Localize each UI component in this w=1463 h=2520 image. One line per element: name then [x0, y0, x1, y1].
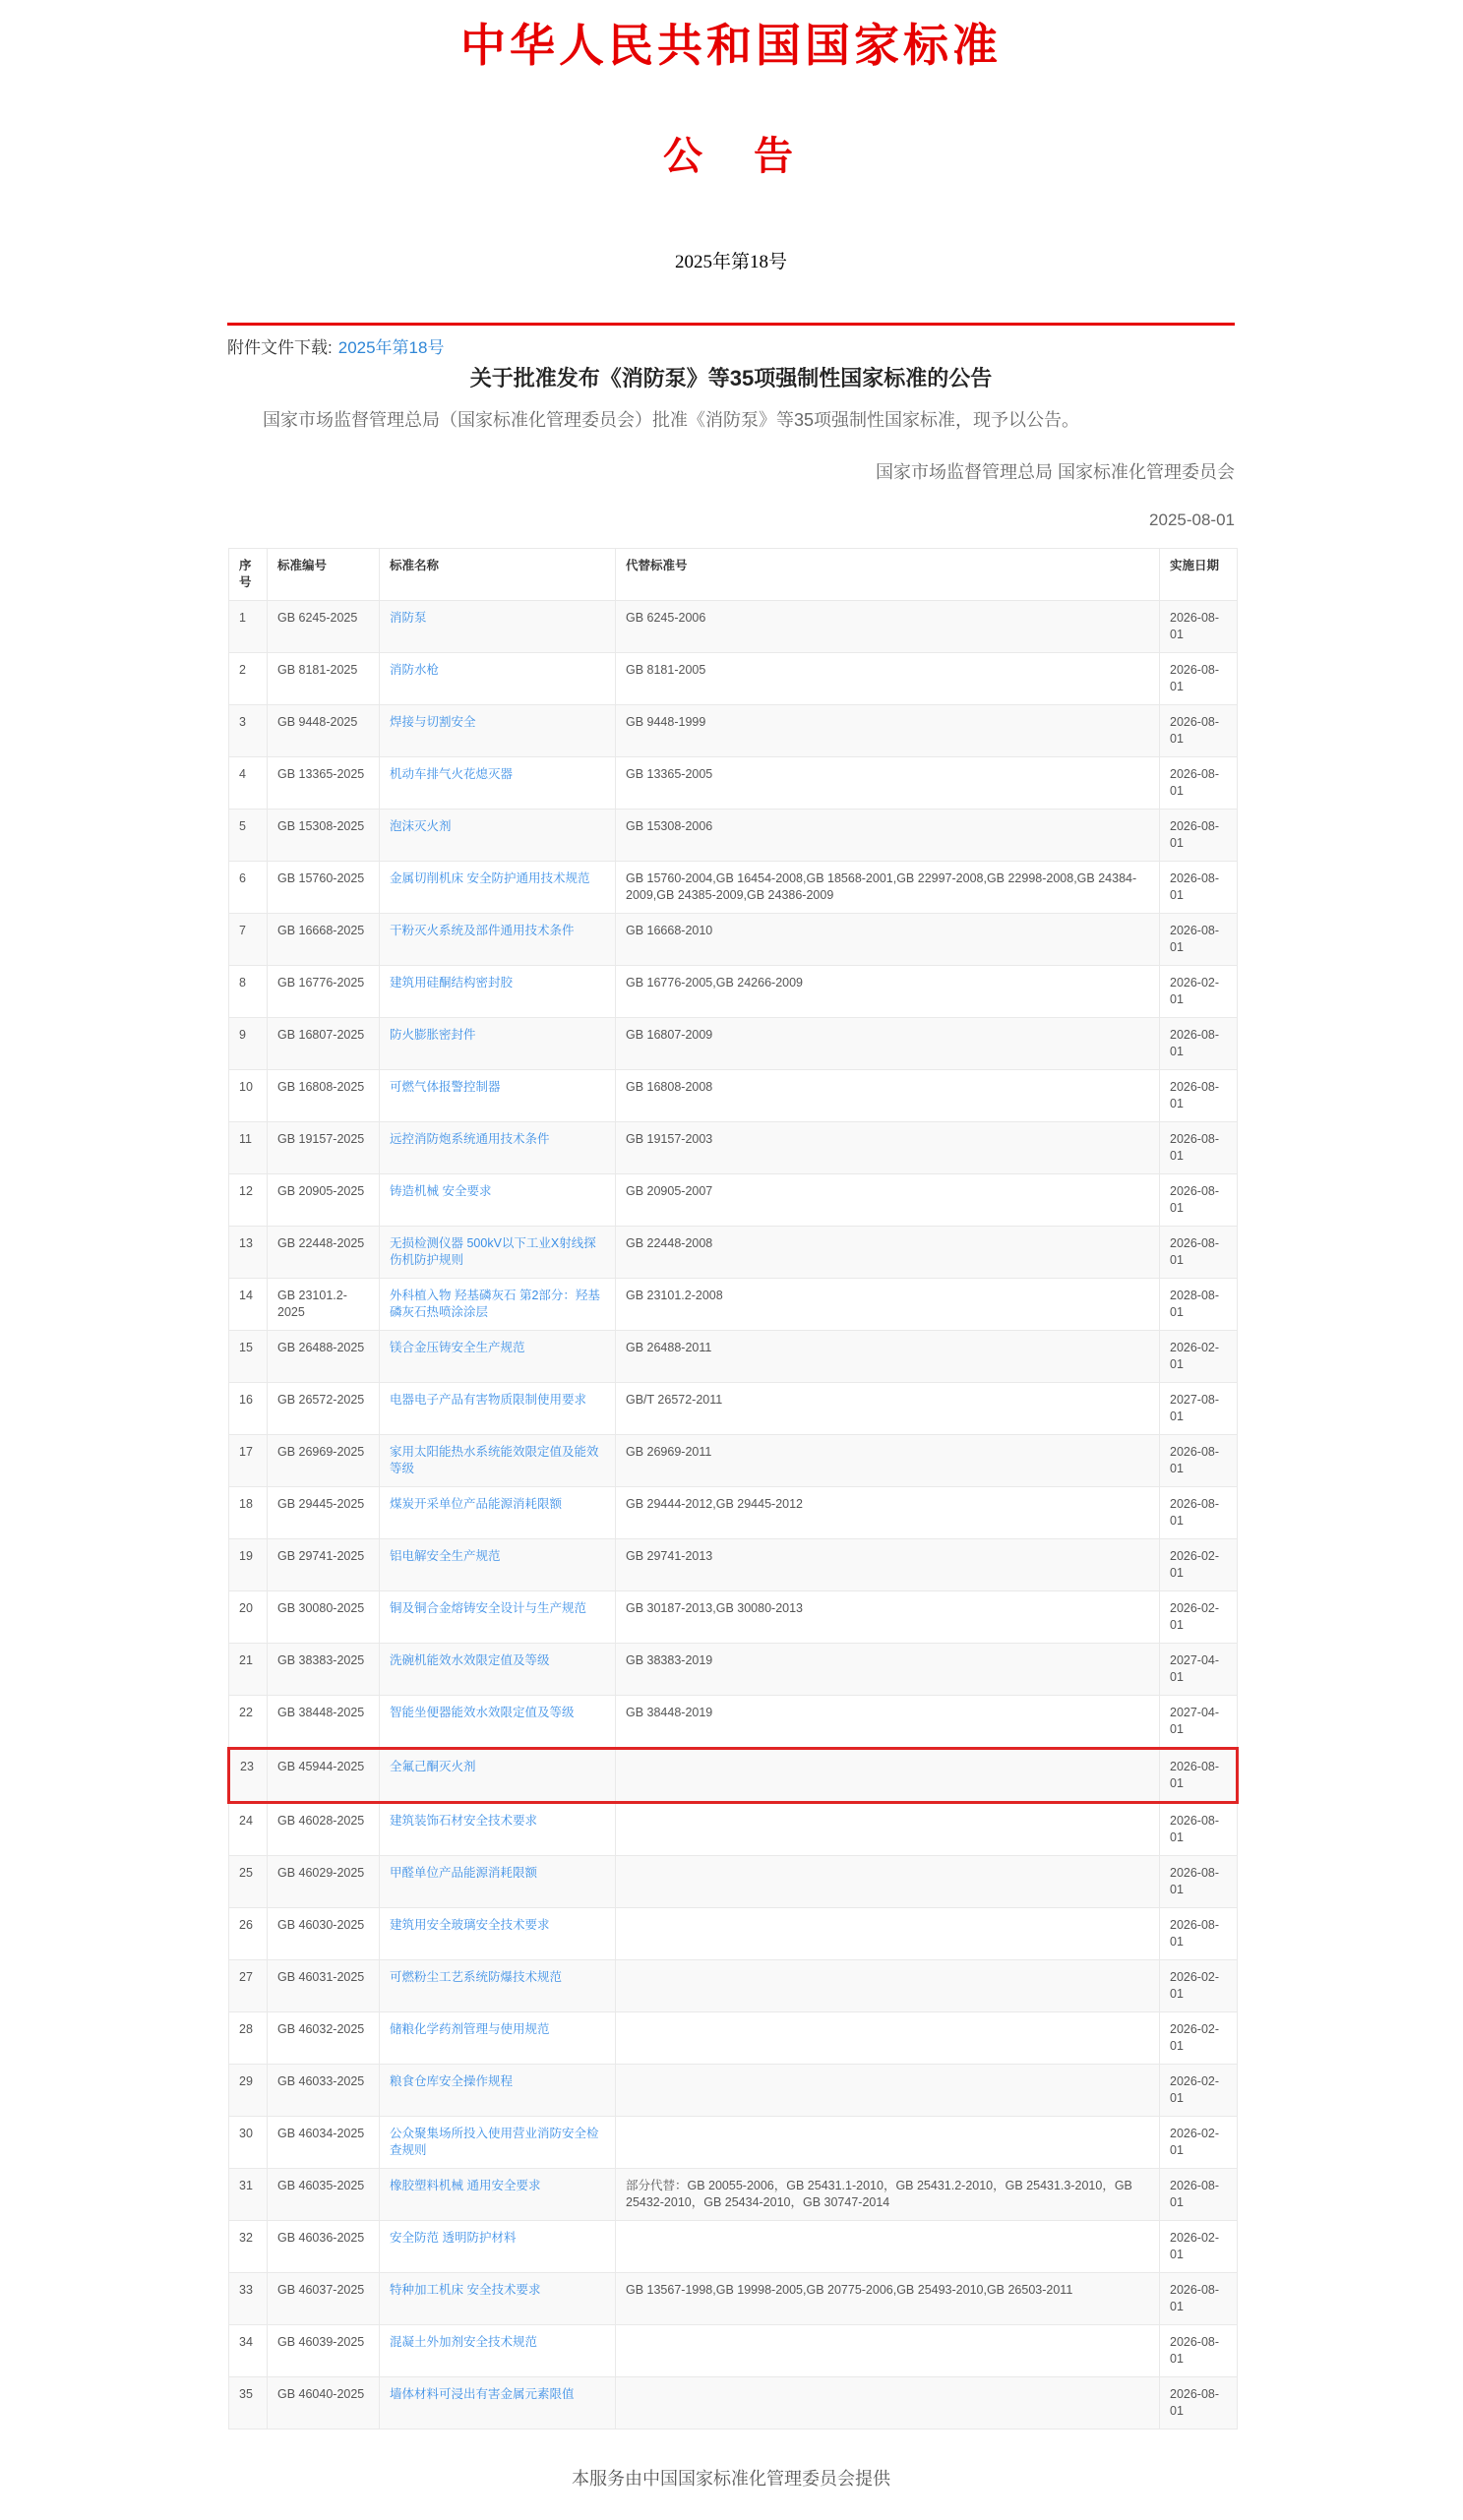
table-header-row — [229, 549, 1238, 601]
cell-code: GB 29445-2025 — [268, 1487, 380, 1539]
table-row — [229, 2377, 1238, 2430]
table-row — [229, 653, 1238, 705]
cell-seq: 1 — [229, 601, 268, 653]
cell-code: GB 22448-2025 — [268, 1227, 380, 1279]
cell-replaces: GB 8181-2005 — [616, 653, 1160, 705]
cell-name — [380, 1174, 616, 1227]
cell-name — [380, 2012, 616, 2065]
table-row — [229, 1070, 1238, 1122]
cell-name — [380, 601, 616, 653]
standard-name-link[interactable]: 防火膨胀密封件 — [390, 1028, 476, 1042]
cell-replaces — [616, 2117, 1160, 2169]
cell-replaces: GB/T 26572-2011 — [616, 1383, 1160, 1435]
table-row — [229, 1487, 1238, 1539]
cell-replaces — [616, 2065, 1160, 2117]
cell-seq: 7 — [229, 914, 268, 966]
cell-seq: 6 — [229, 862, 268, 914]
standard-name-link[interactable]: 公众聚集场所投入使用营业消防安全检查规则 — [390, 2127, 599, 2157]
table-row — [229, 1644, 1238, 1696]
table-row — [229, 705, 1238, 757]
cell-seq: 24 — [229, 1803, 268, 1856]
cell-name — [380, 1539, 616, 1591]
cell-date: 2026-02-01 — [1160, 1539, 1238, 1591]
cell-replaces: GB 15760-2004,GB 16454-2008,GB 18568-2001,GB 22997-2008,GB 22998-2008,GB 24384-2009,GB 24385-2009,GB 24386-2009 — [616, 862, 1160, 914]
table-row — [229, 2117, 1238, 2169]
cell-name — [380, 1960, 616, 2012]
table-row — [229, 1279, 1238, 1331]
cell-code: GB 26969-2025 — [268, 1435, 380, 1487]
cell-name — [380, 1908, 616, 1960]
cell-date: 2026-08-01 — [1160, 2377, 1238, 2430]
cell-date: 2027-08-01 — [1160, 1383, 1238, 1435]
cell-code: GB 46036-2025 — [268, 2221, 380, 2273]
table-row — [229, 914, 1238, 966]
cell-seq: 22 — [229, 1696, 268, 1749]
cell-replaces — [616, 2012, 1160, 2065]
standard-name-link[interactable]: 安全防范 透明防护材料 — [390, 2231, 517, 2245]
cell-replaces: GB 26488-2011 — [616, 1331, 1160, 1383]
cell-date: 2026-02-01 — [1160, 2065, 1238, 2117]
cell-date: 2026-08-01 — [1160, 1803, 1238, 1856]
cell-code: GB 16776-2025 — [268, 966, 380, 1018]
cell-code: GB 20905-2025 — [268, 1174, 380, 1227]
cell-seq: 30 — [229, 2117, 268, 2169]
cell-replaces: GB 16776-2005,GB 24266-2009 — [616, 966, 1160, 1018]
cell-seq: 12 — [229, 1174, 268, 1227]
cell-name — [380, 2117, 616, 2169]
cell-name — [380, 1644, 616, 1696]
standard-name-link[interactable]: 建筑用硅酮结构密封胶 — [390, 976, 514, 990]
cell-seq: 10 — [229, 1070, 268, 1122]
cell-seq: 4 — [229, 757, 268, 810]
standard-name-link[interactable]: 建筑用安全玻璃安全技术要求 — [390, 1918, 550, 1932]
cell-date: 2026-08-01 — [1160, 705, 1238, 757]
cell-replaces — [616, 2221, 1160, 2273]
cell-seq: 9 — [229, 1018, 268, 1070]
cell-replaces: GB 29741-2013 — [616, 1539, 1160, 1591]
table-row — [229, 1539, 1238, 1591]
cell-name — [380, 1018, 616, 1070]
cell-replaces: GB 26969-2011 — [616, 1435, 1160, 1487]
standard-name-link[interactable]: 无损检测仪器 500kV以下工业X射线探伤机防护规则 — [390, 1236, 596, 1267]
attachment-download-link[interactable]: 2025年第18号 — [337, 338, 445, 357]
cell-date: 2026-08-01 — [1160, 1174, 1238, 1227]
cell-name — [380, 1383, 616, 1435]
cell-date: 2026-08-01 — [1160, 653, 1238, 705]
cell-code: GB 8181-2025 — [268, 653, 380, 705]
table-row — [229, 2169, 1238, 2221]
table-row — [229, 1803, 1238, 1856]
cell-replaces: GB 9448-1999 — [616, 705, 1160, 757]
cell-date: 2026-08-01 — [1160, 2273, 1238, 2325]
cell-replaces — [616, 1749, 1160, 1803]
cell-name — [380, 810, 616, 862]
cell-name — [380, 914, 616, 966]
cell-code: GB 46037-2025 — [268, 2273, 380, 2325]
cell-replaces — [616, 2377, 1160, 2430]
standard-name-link[interactable]: 橡胶塑料机械 通用安全要求 — [390, 2179, 541, 2192]
cell-name — [380, 1122, 616, 1174]
table-row — [229, 2065, 1238, 2117]
standard-name-link[interactable]: 特种加工机床 安全技术要求 — [390, 2283, 541, 2297]
cell-replaces: GB 13365-2005 — [616, 757, 1160, 810]
cell-date: 2026-08-01 — [1160, 810, 1238, 862]
standard-name-link[interactable]: 泡沫灭火剂 — [390, 819, 452, 833]
table-row — [229, 601, 1238, 653]
cell-seq: 31 — [229, 2169, 268, 2221]
cell-name — [380, 1435, 616, 1487]
header-name: 标准名称 — [380, 549, 616, 601]
cell-code: GB 15760-2025 — [268, 862, 380, 914]
cell-date: 2026-02-01 — [1160, 2117, 1238, 2169]
header-replaces: 代替标准号 — [616, 549, 1160, 601]
article-body: 国家市场监督管理总局（国家标准化管理委员会）批准《消防泵》等35项强制性国家标准，现予以公告。 — [263, 410, 1080, 430]
cell-code: GB 16807-2025 — [268, 1018, 380, 1070]
standard-name-link[interactable]: 储粮化学药剂管理与使用规范 — [390, 2022, 550, 2036]
cell-code: GB 29741-2025 — [268, 1539, 380, 1591]
standard-name-link[interactable]: 铝电解安全生产规范 — [390, 1549, 501, 1563]
standard-name-link[interactable]: 干粉灭火系统及部件通用技术条件 — [390, 924, 575, 937]
table-row-highlighted — [229, 1749, 1238, 1803]
cell-date: 2026-02-01 — [1160, 1591, 1238, 1644]
cell-replaces — [616, 1908, 1160, 1960]
cell-seq: 26 — [229, 1908, 268, 1960]
cell-name — [380, 2377, 616, 2430]
cell-code: GB 26488-2025 — [268, 1331, 380, 1383]
standard-name-link[interactable]: 消防水枪 — [390, 663, 440, 677]
cell-replaces: GB 16668-2010 — [616, 914, 1160, 966]
cell-name — [380, 1331, 616, 1383]
cell-replaces: 部分代替：GB 20055-2006，GB 25431.1-2010，GB 25431.2-2010，GB 25431.3-2010，GB 25432-2010，GB 25434-2010，GB 30747-2014 — [616, 2169, 1160, 2221]
cell-date: 2026-08-01 — [1160, 1227, 1238, 1279]
cell-date: 2026-08-01 — [1160, 1908, 1238, 1960]
cell-date: 2026-08-01 — [1160, 1070, 1238, 1122]
cell-code: GB 23101.2-2025 — [268, 1279, 380, 1331]
cell-replaces: GB 38383-2019 — [616, 1644, 1160, 1696]
cell-replaces: GB 16807-2009 — [616, 1018, 1160, 1070]
cell-code: GB 46034-2025 — [268, 2117, 380, 2169]
cell-replaces: GB 19157-2003 — [616, 1122, 1160, 1174]
table-row — [229, 810, 1238, 862]
cell-seq: 19 — [229, 1539, 268, 1591]
standard-name-link[interactable]: 智能坐便器能效水效限定值及等级 — [390, 1706, 575, 1719]
table-row — [229, 1435, 1238, 1487]
cell-seq: 21 — [229, 1644, 268, 1696]
table-row — [229, 966, 1238, 1018]
table-row — [229, 757, 1238, 810]
table-row — [229, 1908, 1238, 1960]
red-divider — [227, 323, 1235, 326]
standard-name-link[interactable]: 洗碗机能效水效限定值及等级 — [390, 1653, 550, 1667]
cell-date: 2026-02-01 — [1160, 2012, 1238, 2065]
cell-replaces: GB 16808-2008 — [616, 1070, 1160, 1122]
cell-replaces: GB 20905-2007 — [616, 1174, 1160, 1227]
cell-code: GB 46039-2025 — [268, 2325, 380, 2377]
cell-name — [380, 1749, 616, 1803]
announcement-page — [227, 0, 1235, 2490]
cell-code: GB 46030-2025 — [268, 1908, 380, 1960]
issue-number: 2025年第18号 — [674, 252, 787, 272]
cell-seq: 32 — [229, 2221, 268, 2273]
cell-replaces — [616, 1960, 1160, 2012]
cell-code: GB 19157-2025 — [268, 1122, 380, 1174]
cell-seq: 16 — [229, 1383, 268, 1435]
standard-name-link[interactable]: 焊接与切割安全 — [390, 715, 476, 729]
cell-code: GB 46040-2025 — [268, 2377, 380, 2430]
cell-name — [380, 757, 616, 810]
table-row — [229, 1383, 1238, 1435]
cell-code: GB 15308-2025 — [268, 810, 380, 862]
cell-name — [380, 1856, 616, 1908]
cell-replaces: GB 29444-2012,GB 29445-2012 — [616, 1487, 1160, 1539]
cell-replaces: GB 38448-2019 — [616, 1696, 1160, 1749]
cell-seq: 8 — [229, 966, 268, 1018]
cell-code: GB 16668-2025 — [268, 914, 380, 966]
announcement-subtitle: 公 告 — [663, 134, 799, 178]
cell-replaces — [616, 2325, 1160, 2377]
cell-date: 2026-08-01 — [1160, 1435, 1238, 1487]
cell-replaces — [616, 1803, 1160, 1856]
table-row — [229, 2273, 1238, 2325]
cell-seq: 5 — [229, 810, 268, 862]
table-row — [229, 1591, 1238, 1644]
cell-name — [380, 653, 616, 705]
cell-seq: 14 — [229, 1279, 268, 1331]
article-title: 关于批准发布《消防泵》等35项强制性国家标准的公告 — [469, 366, 993, 390]
cell-date: 2026-08-01 — [1160, 757, 1238, 810]
standard-name-link[interactable]: 消防泵 — [390, 611, 427, 625]
cell-date: 2026-02-01 — [1160, 1960, 1238, 2012]
cell-date: 2026-08-01 — [1160, 862, 1238, 914]
cell-seq: 17 — [229, 1435, 268, 1487]
standard-name-link[interactable]: 铸造机械 安全要求 — [390, 1184, 492, 1198]
table-row — [229, 2325, 1238, 2377]
cell-name — [380, 1591, 616, 1644]
cell-name — [380, 705, 616, 757]
standard-name-link[interactable]: 全氟己酮灭火剂 — [390, 1760, 476, 1773]
table-row — [229, 2012, 1238, 2065]
cell-code: GB 46035-2025 — [268, 2169, 380, 2221]
cell-seq: 20 — [229, 1591, 268, 1644]
cell-date: 2026-02-01 — [1160, 1331, 1238, 1383]
cell-code: GB 16808-2025 — [268, 1070, 380, 1122]
table-row — [229, 1174, 1238, 1227]
cell-date: 2026-02-01 — [1160, 966, 1238, 1018]
cell-date: 2026-08-01 — [1160, 601, 1238, 653]
table-row — [229, 1018, 1238, 1070]
cell-seq: 28 — [229, 2012, 268, 2065]
cell-code: GB 38383-2025 — [268, 1644, 380, 1696]
cell-date: 2028-08-01 — [1160, 1279, 1238, 1331]
cell-code: GB 38448-2025 — [268, 1696, 380, 1749]
cell-seq: 13 — [229, 1227, 268, 1279]
cell-replaces: GB 6245-2006 — [616, 601, 1160, 653]
cell-name — [380, 862, 616, 914]
table-row — [229, 1227, 1238, 1279]
table-row — [229, 1122, 1238, 1174]
standard-name-link[interactable]: 可燃气体报警控制器 — [390, 1080, 501, 1094]
standard-name-link[interactable]: 建筑装饰石材安全技术要求 — [390, 1814, 538, 1828]
cell-seq: 34 — [229, 2325, 268, 2377]
issuing-authorities: 国家市场监督管理总局 国家标准化管理委员会 — [876, 462, 1235, 482]
cell-replaces: GB 22448-2008 — [616, 1227, 1160, 1279]
cell-seq: 25 — [229, 1856, 268, 1908]
cell-name — [380, 1279, 616, 1331]
cell-seq: 33 — [229, 2273, 268, 2325]
cell-date: 2027-04-01 — [1160, 1644, 1238, 1696]
cell-name — [380, 1696, 616, 1749]
standard-name-link[interactable]: 煤炭开采单位产品能源消耗限额 — [390, 1497, 563, 1511]
cell-name — [380, 966, 616, 1018]
attachment-row — [227, 338, 1235, 358]
cell-code: GB 26572-2025 — [268, 1383, 380, 1435]
cell-replaces: GB 30187-2013,GB 30080-2013 — [616, 1591, 1160, 1644]
cell-name — [380, 2273, 616, 2325]
cell-date: 2026-08-01 — [1160, 1122, 1238, 1174]
table-row — [229, 862, 1238, 914]
standard-name-link[interactable]: 粮食仓库安全操作规程 — [390, 2074, 514, 2088]
cell-name — [380, 1803, 616, 1856]
table-row — [229, 1856, 1238, 1908]
cell-name — [380, 2221, 616, 2273]
cell-code: GB 46028-2025 — [268, 1803, 380, 1856]
standard-name-link[interactable]: 可燃粉尘工艺系统防爆技术规范 — [390, 1970, 563, 1984]
cell-code: GB 46033-2025 — [268, 2065, 380, 2117]
cell-name — [380, 1487, 616, 1539]
standard-name-link[interactable]: 墙体材料可浸出有害金属元素限值 — [390, 2387, 575, 2401]
cell-replaces: GB 13567-1998,GB 19998-2005,GB 20775-2006,GB 25493-2010,GB 26503-2011 — [616, 2273, 1160, 2325]
standard-name-link[interactable]: 远控消防炮系统通用技术条件 — [390, 1132, 550, 1146]
cell-seq: 35 — [229, 2377, 268, 2430]
standard-name-link[interactable]: 电器电子产品有害物质限制使用要求 — [390, 1393, 587, 1407]
cell-code: GB 30080-2025 — [268, 1591, 380, 1644]
cell-replaces: GB 15308-2006 — [616, 810, 1160, 862]
publish-date: 2025-08-01 — [1149, 510, 1235, 529]
cell-seq: 29 — [229, 2065, 268, 2117]
standard-name-link[interactable]: 机动车排气火花熄灭器 — [390, 767, 514, 781]
cell-date: 2026-08-01 — [1160, 1856, 1238, 1908]
header-seq: 序号 — [229, 549, 268, 601]
cell-seq: 11 — [229, 1122, 268, 1174]
cell-code: GB 46031-2025 — [268, 1960, 380, 2012]
cell-name — [380, 1070, 616, 1122]
page-title: 中华人民共和国国家标准 — [460, 21, 1002, 71]
cell-date: 2026-08-01 — [1160, 2169, 1238, 2221]
header-date: 实施日期 — [1160, 549, 1238, 601]
cell-code: GB 6245-2025 — [268, 601, 380, 653]
cell-seq: 23 — [229, 1749, 268, 1803]
cell-date: 2026-08-01 — [1160, 1018, 1238, 1070]
cell-code: GB 13365-2025 — [268, 757, 380, 810]
cell-name — [380, 2169, 616, 2221]
standard-name-link[interactable]: 铜及铜合金熔铸安全设计与生产规范 — [390, 1601, 587, 1615]
cell-seq: 15 — [229, 1331, 268, 1383]
standard-name-link[interactable]: 金属切削机床 安全防护通用技术规范 — [390, 871, 590, 885]
cell-date: 2026-08-01 — [1160, 2325, 1238, 2377]
cell-name — [380, 1227, 616, 1279]
table-row — [229, 1331, 1238, 1383]
standards-table-body — [229, 601, 1238, 2430]
cell-code: GB 9448-2025 — [268, 705, 380, 757]
cell-date: 2026-08-01 — [1160, 1487, 1238, 1539]
standard-name-link[interactable]: 家用太阳能热水系统能效限定值及能效等级 — [390, 1445, 599, 1475]
footer-service-note: 本服务由中国国家标准化管理委员会提供 — [572, 2469, 890, 2489]
cell-seq: 2 — [229, 653, 268, 705]
standard-name-link[interactable]: 混凝土外加剂安全技术规范 — [390, 2335, 538, 2349]
cell-date: 2027-04-01 — [1160, 1696, 1238, 1749]
table-row — [229, 1960, 1238, 2012]
cell-replaces: GB 23101.2-2008 — [616, 1279, 1160, 1331]
cell-code: GB 46032-2025 — [268, 2012, 380, 2065]
standard-name-link[interactable]: 甲醛单位产品能源消耗限额 — [390, 1866, 538, 1880]
header-code: 标准编号 — [268, 549, 380, 601]
table-row — [229, 2221, 1238, 2273]
cell-date: 2026-02-01 — [1160, 2221, 1238, 2273]
standard-name-link[interactable]: 镁合金压铸安全生产规范 — [390, 1341, 525, 1354]
cell-replaces — [616, 1856, 1160, 1908]
cell-date: 2026-08-01 — [1160, 914, 1238, 966]
cell-date: 2026-08-01 — [1160, 1749, 1238, 1803]
cell-code: GB 45944-2025 — [268, 1749, 380, 1803]
table-row — [229, 1696, 1238, 1749]
cell-name — [380, 2325, 616, 2377]
cell-seq: 27 — [229, 1960, 268, 2012]
cell-code: GB 46029-2025 — [268, 1856, 380, 1908]
cell-name — [380, 2065, 616, 2117]
attachment-label: 附件文件下载: — [227, 338, 333, 357]
cell-seq: 3 — [229, 705, 268, 757]
standards-table — [227, 548, 1239, 2430]
cell-seq: 18 — [229, 1487, 268, 1539]
standard-name-link[interactable]: 外科植入物 羟基磷灰石 第2部分：羟基磷灰石热喷涂涂层 — [390, 1289, 600, 1319]
